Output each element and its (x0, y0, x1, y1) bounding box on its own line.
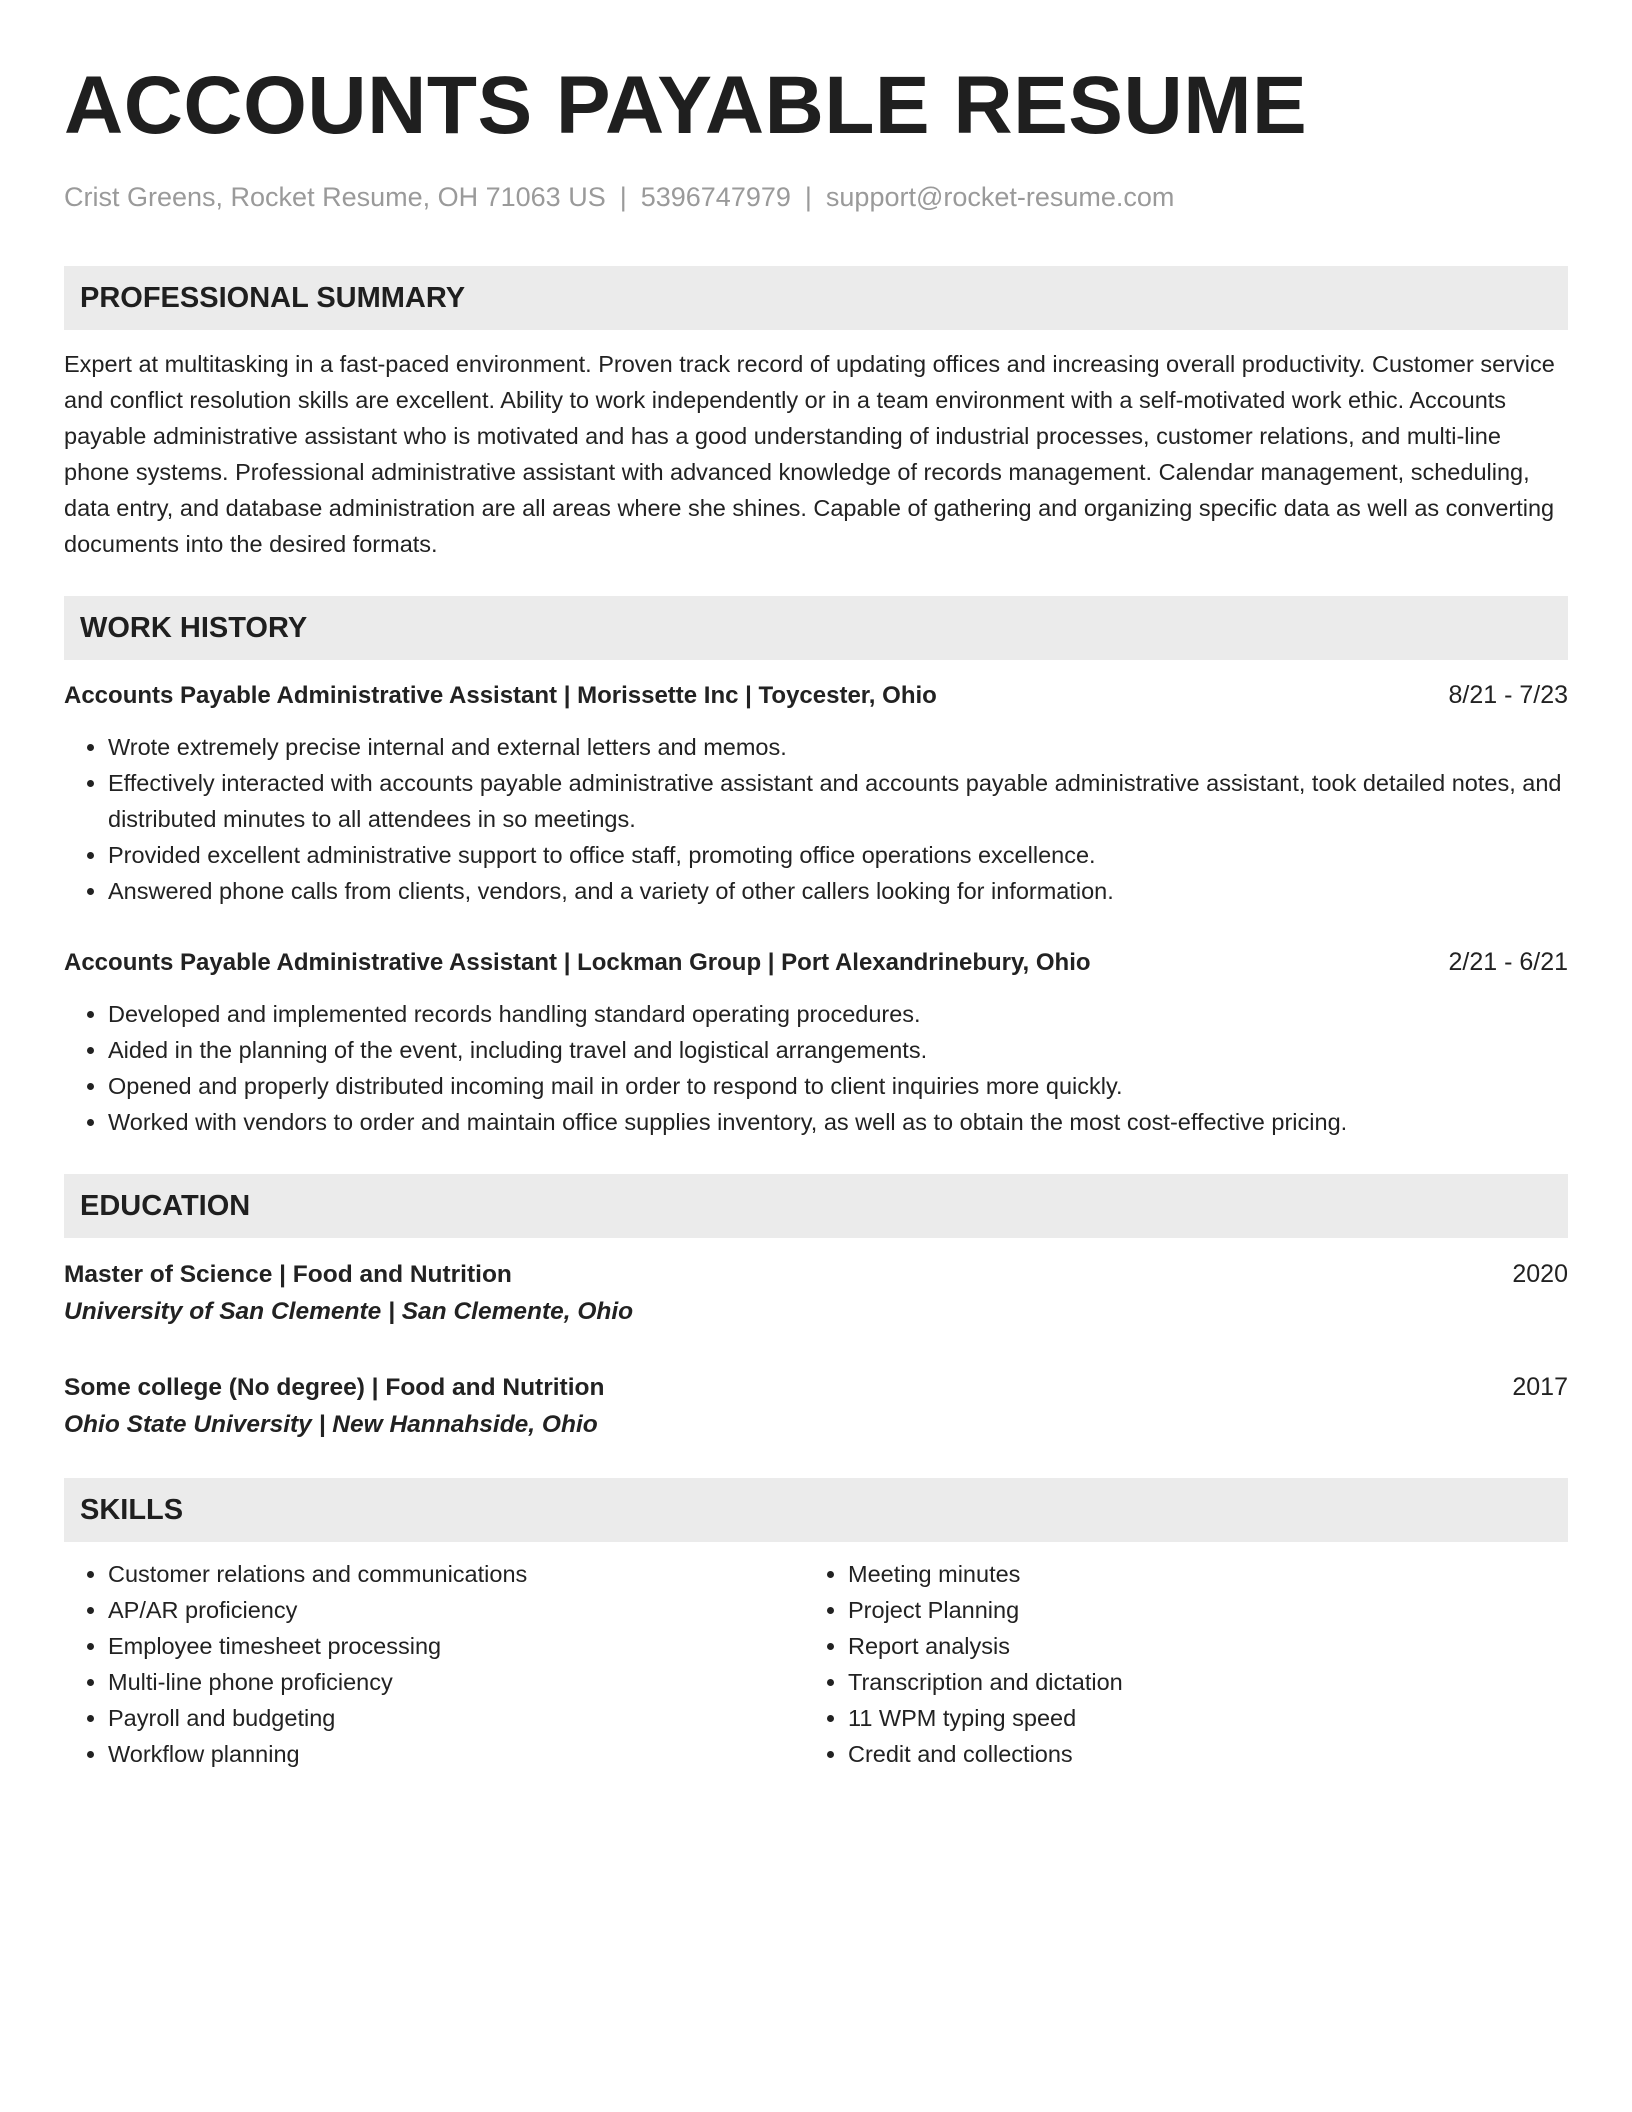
skill-item: • Meeting minutes (848, 1556, 1564, 1592)
job-dates: 8/21 - 7/23 (1448, 681, 1568, 709)
job-entry (64, 678, 1568, 909)
skills-column-right (804, 1556, 1564, 1772)
education-header (64, 1369, 1568, 1406)
job-bullet: • Effectively interacted with accounts payable administrative assistant and accounts payable administrative assistant, took detailed notes, and distributed minutes to all attendees in so meetings. (108, 765, 1568, 837)
job-entry (64, 945, 1568, 1140)
skill-item: • Report analysis (848, 1628, 1564, 1664)
skill-item: • 11 WPM typing speed (848, 1700, 1564, 1736)
section-header-education: EDUCATION (64, 1174, 1568, 1238)
skill-item: • Payroll and budgeting (108, 1700, 804, 1736)
job-dates: 2/21 - 6/21 (1448, 948, 1568, 976)
job-title: Accounts Payable Administrative Assistant | Lockman Group | Port Alexandrinebury, Ohio (64, 949, 1091, 976)
job-bullet: • Provided excellent administrative support to office staff, promoting office operations excellence. (108, 837, 1568, 873)
skill-item: • AP/AR proficiency (108, 1592, 804, 1628)
skills-list (64, 1556, 1568, 1772)
contact-line (64, 180, 1568, 214)
job-bullets (64, 996, 1568, 1140)
education-degree: Master of Science | Food and Nutrition (64, 1261, 512, 1288)
section-header-summary: PROFESSIONAL SUMMARY (64, 266, 1568, 330)
education-school: University of San Clemente | San Clemente, Ohio (64, 1298, 634, 1325)
job-bullet: • Developed and implemented records handling standard operating procedures. (108, 996, 1568, 1032)
contact-phone: 5396747979 (640, 182, 791, 212)
job-bullet: • Opened and properly distributed incoming mail in order to respond to client inquiries more quickly. (108, 1068, 1568, 1104)
education-header (64, 1256, 1568, 1293)
resume-title: ACCOUNTS PAYABLE RESUME (64, 60, 1308, 151)
skill-item: • Project Planning (848, 1592, 1564, 1628)
job-header (64, 945, 1568, 980)
job-bullets (64, 729, 1568, 909)
job-bullet: • Worked with vendors to order and maintain office supplies inventory, as well as to obtain the most cost-effective pricing. (108, 1104, 1568, 1140)
skill-item: • Transcription and dictation (848, 1664, 1564, 1700)
skill-item: • Workflow planning (108, 1736, 804, 1772)
education-degree: Some college (No degree) | Food and Nutrition (64, 1374, 605, 1401)
section-header-skills: SKILLS (64, 1478, 1568, 1542)
education-entry (64, 1256, 1568, 1331)
skill-item: • Multi-line phone proficiency (108, 1664, 804, 1700)
job-bullet: • Answered phone calls from clients, vendors, and a variety of other callers looking for information. (108, 873, 1568, 909)
summary-text: Expert at multitasking in a fast-paced environment. Proven track record of updating offices and increasing overall productivity. Customer service and conflict resolution skills are excellent. Ability to work independently or in a team environment with a self-motivated work ethic. Accounts payable administrative assistant who is motivated and has a good understanding of industrial processes, customer relations, and multi-line phone systems. Professional administrative assistant with advanced knowledge of records management. Calendar management, scheduling, data entry, and database administration are all areas where she shines. Capable of gathering and organizing specific data as well as converting documents into the desired formats. (64, 351, 1555, 557)
contact-address: Crist Greens, Rocket Resume, OH 71063 US (64, 182, 606, 212)
contact-separator: | (619, 182, 627, 212)
section-header-work-history: WORK HISTORY (64, 596, 1568, 660)
education-year: 2020 (1512, 1260, 1568, 1288)
education-year: 2017 (1512, 1373, 1568, 1401)
education-school: Ohio State University | New Hannahside, Ohio (64, 1411, 598, 1438)
job-bullet: • Wrote extremely precise internal and external letters and memos. (108, 729, 1568, 765)
skills-column-left (64, 1556, 804, 1772)
skill-item: • Credit and collections (848, 1736, 1564, 1772)
job-title: Accounts Payable Administrative Assistant | Morissette Inc | Toycester, Ohio (64, 682, 937, 709)
education-entry (64, 1369, 1568, 1444)
job-header (64, 678, 1568, 713)
skill-item: • Customer relations and communications (108, 1556, 804, 1592)
contact-separator: | (804, 182, 812, 212)
skill-item: • Employee timesheet processing (108, 1628, 804, 1664)
contact-email: support@rocket-resume.com (825, 182, 1175, 212)
job-bullet: • Aided in the planning of the event, including travel and logistical arrangements. (108, 1032, 1568, 1068)
